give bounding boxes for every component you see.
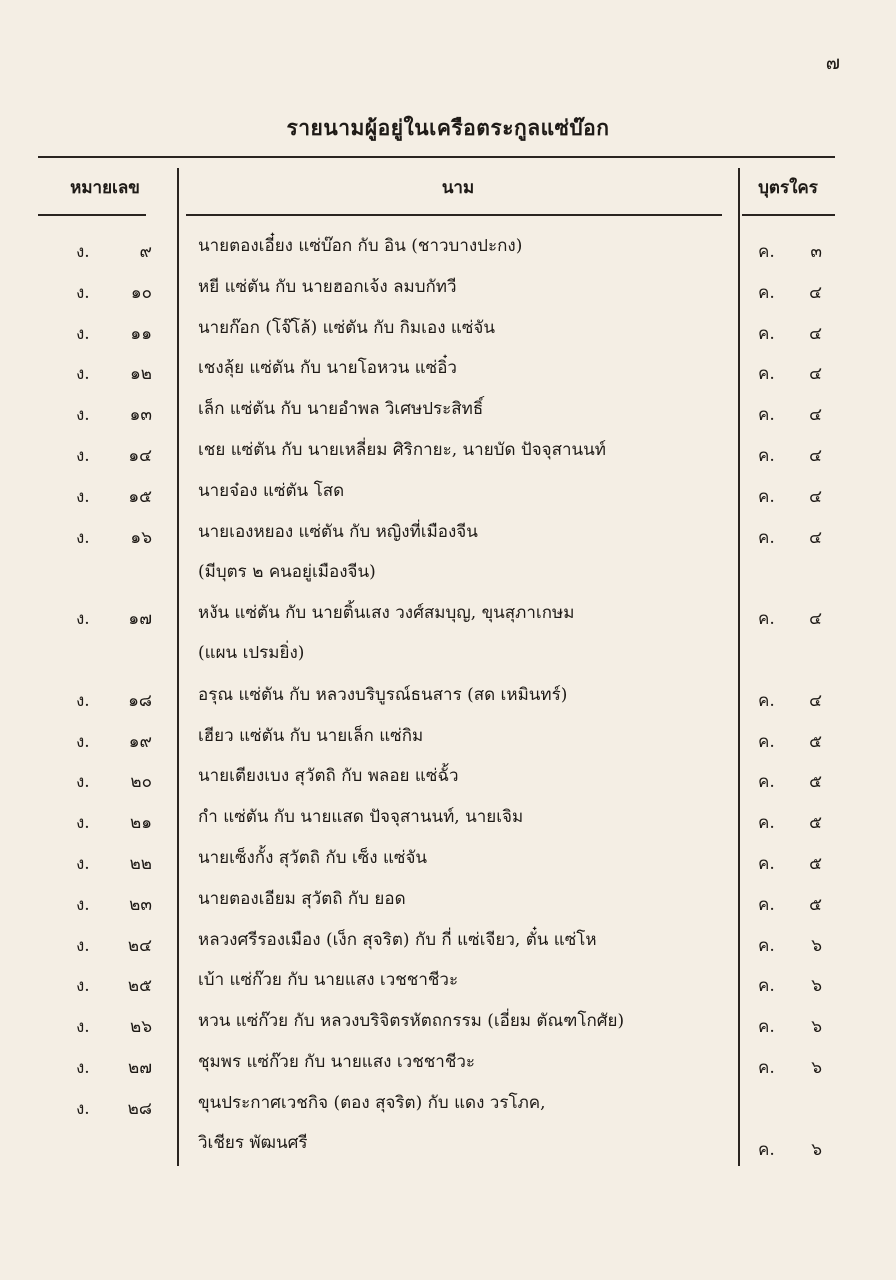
header-rule-middle: [186, 214, 722, 216]
row-name: [198, 960, 733, 1000]
row-name: [198, 348, 733, 388]
row-name: [198, 756, 733, 796]
row-child-of: ๔: [809, 527, 822, 548]
row-child-of-prefix: ค.: [758, 894, 775, 915]
row-number-prefix: ง.: [76, 405, 90, 426]
table-row: [0, 599, 896, 681]
row-name: [198, 1083, 733, 1163]
row-name: [198, 838, 733, 878]
row-number-prefix: ง.: [76, 323, 90, 344]
row-child-of-prefix: ค.: [758, 1058, 775, 1078]
row-number-prefix: ง.: [76, 1017, 90, 1038]
row-name: [198, 512, 733, 592]
row-name: [198, 226, 733, 266]
row-number: ๒๕: [127, 976, 152, 997]
row-name-line: เชงลุ้ย แซ่ตัน กับ นายโอหวน แซ่อิ๋ว: [198, 358, 457, 379]
row-child-of: ๔: [809, 323, 822, 344]
row-number-prefix: ง.: [76, 976, 90, 997]
row-name-line: (แผน เปรมยิ่ง): [198, 643, 305, 664]
header-rule-right: [742, 214, 835, 216]
row-number-prefix: ง.: [76, 894, 90, 915]
row-name-line: นายเซ็งกั้ง สุวัตถิ กับ เซ็ง แซ่จัน: [198, 848, 428, 868]
row-name-line: ชุมพร แซ่ก๊วย กับ นายแสง เวชชาชีวะ: [198, 1052, 476, 1072]
row-child-of: ๔: [809, 690, 822, 711]
row-number-prefix: ง.: [76, 731, 90, 752]
row-number: ๑๖: [130, 527, 152, 548]
row-number: ๒๖: [130, 1017, 152, 1038]
row-number: ๑๔: [128, 446, 152, 466]
row-number-prefix: ง.: [76, 364, 90, 385]
row-number-prefix: ง.: [76, 690, 90, 711]
row-name: [198, 716, 733, 756]
row-number: ๙: [139, 242, 152, 262]
row-child-of-prefix: ค.: [758, 935, 775, 956]
row-child-of: ๕: [809, 772, 822, 793]
row-name-line: เชย แซ่ตัน กับ นายเหลี่ยม ศิริกายะ, นายบัด ปัจจุสานนท์: [198, 440, 606, 460]
row-child-of-prefix: ค.: [758, 364, 775, 385]
row-child-of: ๖: [811, 1139, 822, 1160]
row-child-of: ๖: [811, 935, 822, 956]
row-number: ๑๐: [130, 282, 152, 303]
row-child-of: ๖: [811, 976, 822, 997]
row-name: [198, 389, 733, 429]
row-number: ๑๗: [128, 609, 152, 630]
row-child-of: ๕: [809, 731, 822, 752]
row-number-prefix: ง.: [76, 527, 90, 548]
row-child-of-prefix: ค.: [758, 976, 775, 997]
row-number-prefix: ง.: [76, 609, 90, 630]
row-child-of: ๕: [809, 813, 822, 834]
row-name: [198, 1001, 733, 1041]
page-number: ๗: [825, 52, 840, 74]
row-number-prefix: ง.: [76, 446, 90, 466]
row-child-of-prefix: ค.: [758, 323, 775, 344]
row-child-of-prefix: ค.: [758, 282, 775, 303]
header-rule-left: [38, 214, 146, 216]
row-name-line: อรุณ แซ่ตัน กับ หลวงบริบูรณ์ธนสาร (สด เหมินทร์): [198, 684, 568, 705]
row-child-of-prefix: ค.: [758, 1017, 775, 1038]
row-number-prefix: ง.: [76, 486, 90, 507]
row-number-prefix: ง.: [76, 854, 90, 874]
column-header-name: นาม: [441, 178, 475, 198]
row-name-line: ขุนประกาศเวชกิจ (ตอง สุจริต) กับ แดง วรโภค,: [198, 1092, 546, 1113]
column-header-number: หมายเลข: [70, 178, 140, 198]
row-name-line: เบ้า แซ่ก๊วย กับ นายแสง เวชชาชีวะ: [198, 970, 459, 991]
row-number: ๑๙: [128, 731, 152, 752]
row-number-prefix: ง.: [76, 772, 90, 793]
row-child-of-prefix: ค.: [758, 1139, 775, 1160]
row-name: [198, 593, 733, 673]
row-child-of-prefix: ค.: [758, 609, 775, 630]
row-child-of-prefix: ค.: [758, 813, 775, 834]
row-name-line: นายตองเอี๋ยง แซ่บ๊อก กับ อิน (ชาวบางปะกง): [198, 236, 523, 256]
row-name: [198, 1042, 733, 1082]
row-number: ๑๑: [130, 323, 152, 344]
row-child-of: ๔: [809, 609, 822, 630]
row-name-line: นายจ๋อง แซ่ตัน โสด: [198, 480, 345, 501]
row-name-line: กำ แซ่ตัน กับ นายแสด ปัจจุสานนท์, นายเจิม: [198, 807, 524, 828]
row-number: ๑๓: [129, 405, 152, 426]
row-child-of: ๖: [811, 1058, 822, 1078]
row-name: [198, 308, 733, 348]
row-name-line: เฮียว แซ่ตัน กับ นายเล็ก แซ่กิม: [198, 725, 424, 746]
row-name: [198, 879, 733, 919]
row-number: ๒๔: [127, 935, 152, 956]
row-child-of: ๔: [809, 486, 822, 507]
row-name: [198, 675, 733, 715]
row-number-prefix: ง.: [76, 1058, 90, 1078]
row-name: [198, 267, 733, 307]
table-top-rule: [38, 156, 835, 158]
row-name: [198, 430, 733, 470]
row-name-line: วิเชียร พัฒนศรี: [198, 1132, 308, 1153]
row-child-of: ๖: [811, 1017, 822, 1038]
row-number: ๒๒: [129, 854, 152, 874]
row-child-of: ๓: [810, 242, 822, 262]
table-row: [0, 518, 896, 600]
row-number-prefix: ง.: [76, 282, 90, 303]
row-child-of: ๔: [809, 364, 822, 385]
row-child-of-prefix: ค.: [758, 405, 775, 426]
column-header-child-of: บุตรใคร: [758, 178, 818, 198]
row-number: ๒๘: [127, 1098, 152, 1119]
row-number: ๒๗: [128, 1058, 152, 1078]
row-number: ๒๓: [129, 894, 152, 915]
row-name-line: หยี แซ่ตัน กับ นายฮอกเจ้ง ลมบกัทวี: [198, 276, 457, 297]
row-number: ๑๒: [130, 364, 152, 385]
page-title: รายนามผู้อยู่ในเครือตระกูลแซ่บ๊อก: [286, 115, 610, 140]
row-child-of: ๔: [809, 405, 822, 426]
row-child-of-prefix: ค.: [758, 854, 775, 874]
row-child-of-prefix: ค.: [758, 242, 775, 262]
row-name: [198, 471, 733, 511]
row-child-of-prefix: ค.: [758, 446, 775, 466]
row-number: ๑๕: [128, 486, 152, 507]
row-name-line: หวน แซ่ก๊วย กับ หลวงบริจิตรหัตถกรรม (เอี่ยม ตัณฑโกศัย): [198, 1011, 625, 1032]
row-name-line: (มีบุตร ๒ คนอยู่เมืองจีน): [198, 561, 376, 582]
row-number-prefix: ง.: [76, 813, 90, 834]
row-number: ๒๑: [130, 813, 152, 834]
row-child-of: ๔: [809, 446, 822, 466]
row-name-line: นายเองหยอง แซ่ตัน กับ หญิงที่เมืองจีน: [198, 521, 478, 542]
row-child-of-prefix: ค.: [758, 527, 775, 548]
row-child-of: ๕: [809, 894, 822, 915]
table-row: [0, 1089, 896, 1171]
row-name: [198, 797, 733, 837]
row-child-of: ๔: [809, 282, 822, 303]
row-child-of-prefix: ค.: [758, 731, 775, 752]
row-number-prefix: ง.: [76, 935, 90, 956]
row-child-of-prefix: ค.: [758, 486, 775, 507]
row-name-line: เล็ก แซ่ตัน กับ นายอำพล วิเศษประสิทธิ์: [198, 399, 484, 420]
row-name: [198, 920, 733, 960]
row-name-line: หงัน แซ่ตัน กับ นายติ้นเสง วงศ์สมบุญ, ขุนสุภาเกษม: [198, 603, 575, 624]
row-name-line: นายเตียงเบง สุวัตถิ กับ พลอย แซ่ฉั้ว: [198, 766, 459, 787]
row-child-of-prefix: ค.: [758, 772, 775, 793]
row-child-of-prefix: ค.: [758, 690, 775, 711]
row-number-prefix: ง.: [76, 242, 90, 262]
row-number-prefix: ง.: [76, 1098, 90, 1119]
row-name-line: นายตองเอียม สุวัตถิ กับ ยอด: [198, 888, 406, 909]
row-child-of: ๕: [809, 854, 822, 874]
row-number: ๑๘: [128, 690, 152, 711]
row-number: ๒๐: [130, 772, 152, 793]
row-name-line: นายก๊อก (โจ๊โล้) แซ่ตัน กับ กิมเอง แซ่จัน: [198, 317, 495, 338]
row-name-line: หลวงศรีรองเมือง (เง็ก สุจริต) กับ กี่ แซ่เจียว, ตั๋น แซ่โห: [198, 929, 597, 950]
